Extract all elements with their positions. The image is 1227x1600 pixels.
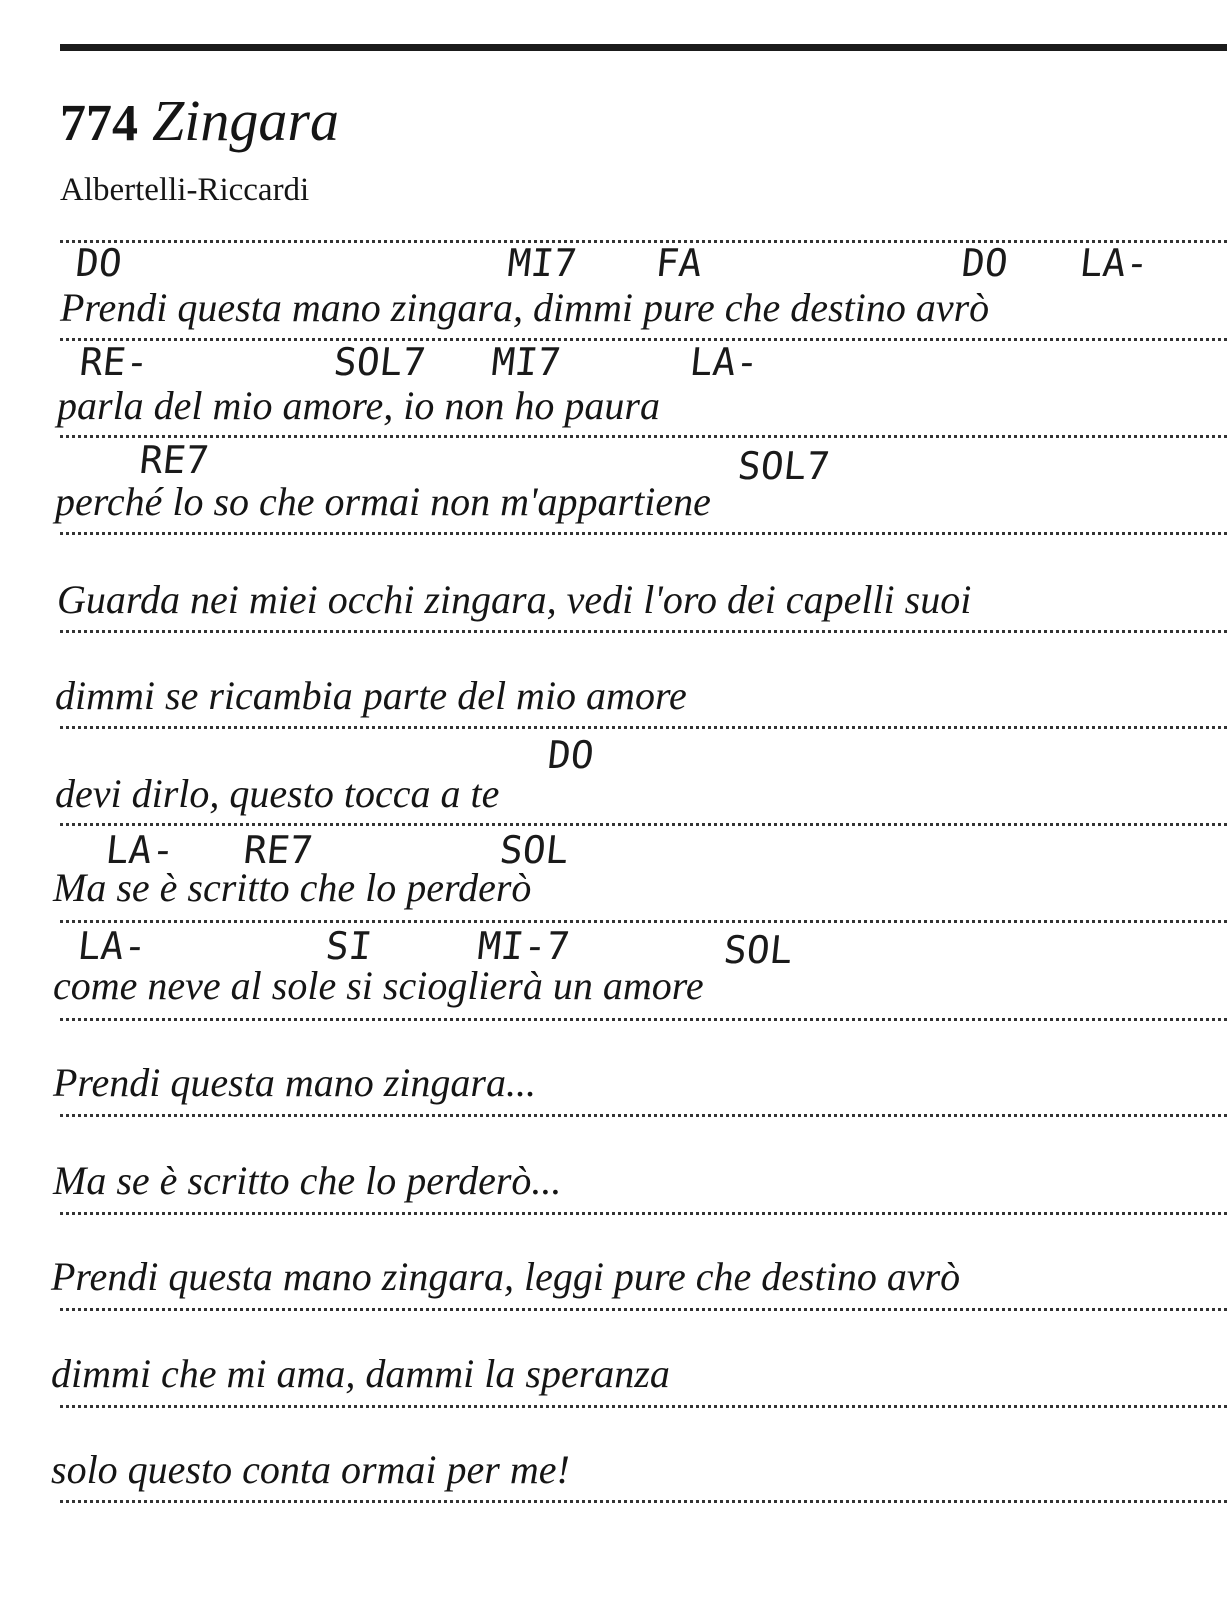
chord: DO bbox=[959, 241, 1011, 285]
lyric-line: Ma se è scritto che lo perderò... bbox=[53, 1158, 562, 1203]
song-title bbox=[60, 86, 339, 159]
chord: RE7 bbox=[137, 438, 211, 482]
lyric-line: Guarda nei miei occhi zingara, vedi l'oro dei capelli suoi bbox=[57, 577, 972, 622]
chord: DO bbox=[545, 733, 597, 777]
chord: DO bbox=[73, 241, 125, 285]
lyric-line: come neve al sole si scioglierà un amore bbox=[53, 963, 704, 1008]
dotted-divider bbox=[60, 338, 1227, 341]
chord: SOL bbox=[497, 828, 571, 872]
lyric-line: Prendi questa mano zingara, dimmi pure che destino avrò bbox=[60, 285, 990, 330]
dotted-divider bbox=[60, 532, 1227, 535]
dotted-divider bbox=[60, 240, 1227, 243]
dotted-divider bbox=[60, 1405, 1227, 1408]
chord: RE7 bbox=[241, 828, 315, 872]
dotted-divider bbox=[60, 1212, 1227, 1215]
lyric-line: devi dirlo, questo tocca a te bbox=[55, 771, 500, 816]
dotted-divider bbox=[60, 920, 1227, 923]
chord: SOL bbox=[721, 928, 795, 972]
dotted-divider bbox=[60, 823, 1227, 826]
lyric-line: dimmi se ricambia parte del mio amore bbox=[55, 673, 687, 718]
lyric-line: perché lo so che ormai non m'appartiene bbox=[55, 479, 711, 524]
dotted-divider bbox=[60, 435, 1227, 438]
song-authors: Albertelli-Riccardi bbox=[60, 172, 310, 208]
song-name: Zingara bbox=[152, 88, 339, 153]
dotted-divider bbox=[60, 726, 1227, 729]
chord: LA- bbox=[1077, 241, 1151, 285]
lyric-line: solo questo conta ormai per me! bbox=[51, 1447, 570, 1492]
lyric-line: dimmi che mi ama, dammi la speranza bbox=[51, 1351, 670, 1396]
chord: MI-7 bbox=[475, 924, 572, 968]
dotted-divider bbox=[60, 1018, 1227, 1021]
chord: SOL7 bbox=[735, 444, 832, 488]
chord: LA- bbox=[103, 828, 177, 872]
dotted-divider bbox=[60, 1308, 1227, 1311]
lyric-line: Ma se è scritto che lo perderò bbox=[53, 865, 532, 910]
lyric-line: Prendi questa mano zingara, leggi pure che destino avrò bbox=[51, 1254, 961, 1299]
lyric-line: Prendi questa mano zingara... bbox=[53, 1060, 536, 1105]
chord: LA- bbox=[75, 924, 149, 968]
chord: MI7 bbox=[489, 340, 563, 384]
chord: LA- bbox=[687, 340, 761, 384]
top-rule bbox=[60, 44, 1227, 51]
lyric-line: parla del mio amore, io non ho paura bbox=[57, 383, 660, 428]
dotted-divider bbox=[60, 1114, 1227, 1117]
song-number: 774 bbox=[60, 95, 138, 152]
chord: MI7 bbox=[505, 241, 579, 285]
chord: SOL7 bbox=[331, 340, 428, 384]
chord: RE- bbox=[77, 340, 151, 384]
chord: FA bbox=[653, 241, 705, 285]
dotted-divider bbox=[60, 1500, 1227, 1503]
chord: SI bbox=[323, 924, 375, 968]
dotted-divider bbox=[60, 630, 1227, 633]
